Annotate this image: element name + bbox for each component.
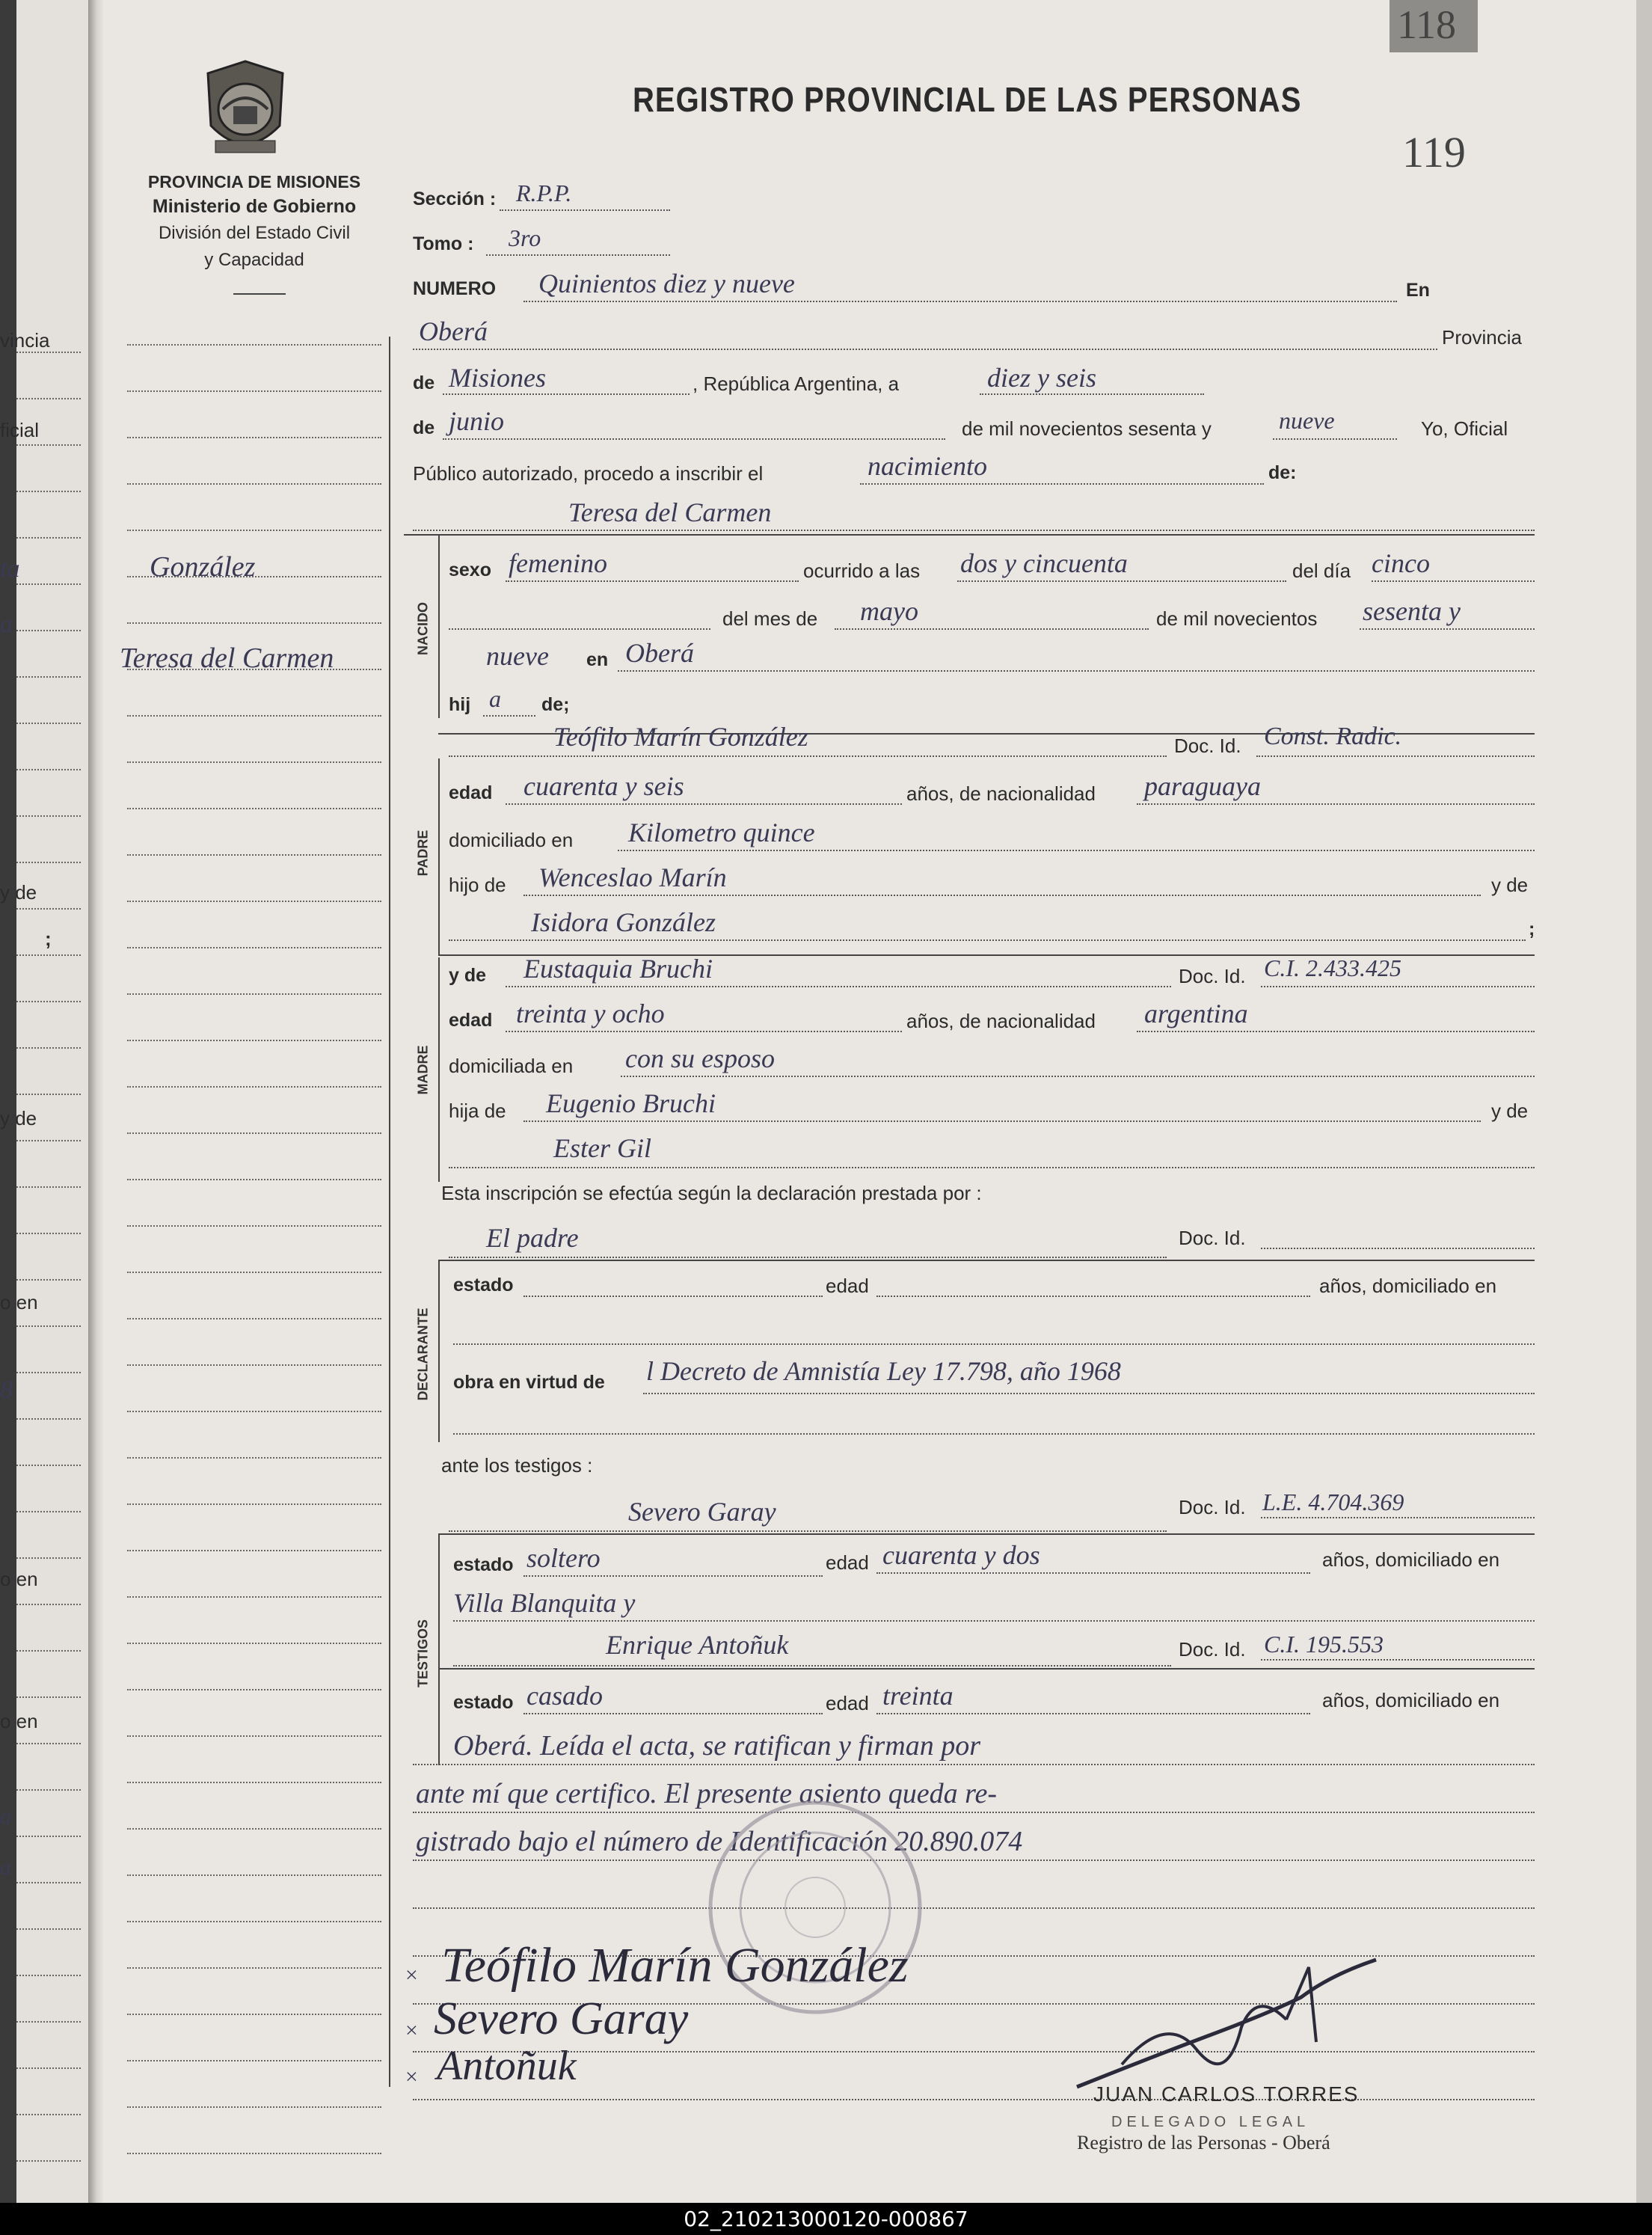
left-page-rule: [16, 954, 81, 956]
testigo1-edad-label: edad: [826, 1551, 869, 1574]
testigo1-doc-value: L.E. 4.704.369: [1262, 1489, 1404, 1515]
declaracion-label: Esta inscripción se efectúa según la declaración prestada por :: [441, 1182, 982, 1204]
oficial-label: Yo, Oficial: [1421, 417, 1508, 440]
anio-label: de mil novecientos sesenta y: [962, 417, 1212, 440]
left-column-rule-line: [127, 622, 381, 624]
lugar-value: Oberá: [419, 316, 488, 346]
image-id-footer: 02_210213000120-000867: [0, 2203, 1652, 2235]
testigo1-estado-label: estado: [453, 1554, 514, 1575]
left-column-rule-line: [127, 1132, 381, 1134]
left-page-rule: [16, 1094, 81, 1095]
testigo2-doc-value: C.I. 195.553: [1264, 1631, 1384, 1658]
closing-text-2: ante mí que certifico. El presente asiento queda re-: [416, 1778, 998, 1809]
dia-value: diez y seis: [987, 363, 1096, 393]
testigo2-doc-line: [1261, 1659, 1535, 1661]
declarante-estado-label: estado: [453, 1275, 514, 1296]
left-fragment: o en: [0, 1710, 38, 1732]
padre-hijo-de-label: hijo de: [449, 874, 506, 896]
left-page-rule: [16, 2067, 81, 2069]
obra-label: obra en virtud de: [453, 1372, 605, 1393]
left-column-rule-line: [127, 1874, 381, 1876]
testigos-section-label: TESTIGOS: [415, 1619, 431, 1688]
left-column-rule-line: [127, 1272, 381, 1273]
padre-y-de-label: y de: [1491, 874, 1529, 896]
provincia-label: Provincia: [1442, 326, 1522, 349]
de-label: de: [413, 372, 435, 393]
left-page-rule: [16, 1557, 81, 1559]
seccion-label: Sección :: [413, 188, 497, 209]
nacido-name: Teresa del Carmen: [568, 497, 772, 527]
left-column-rule-line: [127, 1782, 381, 1783]
left-column-rule-line: [127, 715, 381, 717]
left-column-rule-line: [127, 2153, 381, 2154]
hora-value: dos y cincuenta: [960, 548, 1128, 578]
ruled-line: [413, 1907, 1535, 1909]
testigo1-estado-line: [523, 1575, 823, 1577]
testigo2-estado-label: estado: [453, 1692, 514, 1713]
left-column-rule-line: [127, 808, 381, 809]
padre-name-line: [449, 755, 1167, 757]
hij-suffix: a: [489, 685, 501, 712]
left-column-rule-line: [127, 2060, 381, 2061]
left-column-rule-line: [127, 1921, 381, 1922]
numero-value: Quinientos diez y nueve: [538, 269, 795, 298]
padre-doc-label: Doc. Id.: [1174, 735, 1241, 757]
obra-value: l Decreto de Amnistía Ley 17.798, año 1968: [646, 1356, 1121, 1386]
padre-nacionalidad-value: paraguaya: [1144, 771, 1261, 801]
declarante-doc-label: Doc. Id.: [1179, 1227, 1246, 1249]
left-page-rule: [16, 630, 81, 631]
left-column-rule-line: [127, 1689, 381, 1690]
testigo1-anios-label: años, domiciliado en: [1322, 1548, 1500, 1571]
tomo-value: 3ro: [509, 224, 541, 251]
closing-line-2: [413, 1812, 1535, 1813]
left-page-rule: [16, 1975, 81, 1976]
left-page-rule: [16, 1465, 81, 1466]
left-fragment: ;: [45, 928, 52, 950]
declarante-estado-line: [523, 1296, 823, 1297]
left-page-rule: [16, 537, 81, 539]
mes-nac-value: mayo: [860, 596, 918, 626]
hij-line: [483, 715, 535, 717]
declarante-name-line: [449, 1257, 1167, 1258]
left-fragment: a: [0, 610, 13, 638]
de-semicolon: de;: [541, 694, 570, 715]
madre-name-line: [506, 986, 1171, 987]
left-page-rule: [16, 1928, 81, 1930]
left-page-rule: [16, 1696, 81, 1698]
madre-domicilio-line: [621, 1076, 1535, 1077]
left-page-rule: [16, 815, 81, 817]
org-divider: [233, 293, 286, 295]
official-name: JUAN CARLOS TORRES: [1093, 2082, 1360, 2106]
left-page-rule: [16, 1418, 81, 1420]
left-page-rule: [16, 862, 81, 863]
testigo1-doc-label: Doc. Id.: [1179, 1496, 1246, 1518]
left-column-rule-line: [127, 1411, 381, 1412]
declarante-anios-label: años, domiciliado en: [1319, 1275, 1497, 1297]
left-column-rule-line: [127, 1457, 381, 1459]
dia-line: [980, 393, 1204, 395]
left-page-rule: [16, 444, 81, 446]
padre-edad-value: cuarenta y seis: [523, 771, 684, 801]
del-dia-label: del día: [1292, 559, 1351, 582]
dia-nac-line: [1372, 580, 1535, 582]
madre-edad-value: treinta y ocho: [516, 999, 665, 1028]
acto-value: nacimiento: [868, 451, 987, 481]
left-fragment: 8: [0, 1376, 13, 1404]
org-line-2: Ministerio de Gobierno: [152, 196, 357, 217]
left-page-rule: [16, 676, 81, 678]
left-column-rule-line: [127, 1086, 381, 1088]
padre-name: Teófilo Marín González: [553, 722, 808, 752]
madre-y-de-label-2: y de: [1491, 1100, 1529, 1122]
left-column-rule-line: [127, 947, 381, 948]
org-line-1: PROVINCIA DE MISIONES: [147, 172, 361, 191]
testigo1-edad-line: [876, 1572, 1310, 1574]
left-column-rule-line: [127, 1596, 381, 1598]
testigos-top-rule: [438, 1533, 1535, 1535]
left-fragment: a: [0, 1804, 11, 1829]
signature-2: Severo Garay: [434, 1993, 689, 2044]
ocurrido-label: ocurrido a las: [803, 559, 921, 582]
hora-line: [957, 580, 1286, 582]
left-page-rule: [16, 1372, 81, 1373]
signature-mark: ×: [404, 1963, 420, 1987]
testigos-label: ante los testigos :: [441, 1454, 593, 1477]
madre-de-padre: Isidora González: [531, 907, 716, 937]
left-page-rule: [16, 1604, 81, 1605]
madre-madre-line: [449, 1167, 1535, 1168]
en-nac-label: en: [586, 649, 609, 670]
de-label-2: de: [413, 417, 435, 438]
page-number-top: 118: [1397, 2, 1456, 47]
testigo1-domicilio-line: [453, 1620, 1535, 1622]
de-mil-label: de mil novecientos: [1156, 607, 1318, 630]
padre-edad-label: edad: [449, 782, 493, 803]
testigo2-edad-value: treinta: [882, 1681, 954, 1711]
left-page-rule: [16, 1001, 81, 1002]
madre-de-madre: Ester Gil: [553, 1133, 651, 1163]
official-office: Registro de las Personas - Oberá: [1077, 2132, 1330, 2153]
left-page-rule: [16, 398, 81, 399]
closing-line-1: [413, 1764, 1535, 1765]
padre-anios-label: años, de nacionalidad: [906, 782, 1096, 805]
nacido-name-line: [413, 530, 1535, 531]
seccion-line: [500, 209, 670, 211]
org-line-4: y Capacidad: [204, 250, 304, 270]
signature-mark: ×: [404, 2064, 420, 2089]
left-page-rule: [16, 769, 81, 770]
left-column-rule-line: [127, 390, 381, 392]
declarante-domicilio-line: [453, 1343, 1535, 1345]
testigo2-edad-label: edad: [826, 1692, 869, 1714]
left-column-rule-line: [127, 344, 381, 346]
testigos-side-rule: [438, 1533, 440, 1765]
left-fragment: o en: [0, 1291, 38, 1313]
left-page-rule: [16, 1743, 81, 1744]
left-column-rule-line: [127, 1179, 381, 1180]
left-page-rule: [16, 2160, 81, 2162]
left-fragment: vincia: [0, 329, 50, 352]
de-colon: de:: [1268, 462, 1297, 483]
closing-text-1: Oberá. Leída el acta, se ratifican y firman por: [453, 1730, 981, 1762]
left-page-rule: [16, 1233, 81, 1234]
tomo-line: [486, 254, 670, 256]
testigo1-name-line: [449, 1530, 1167, 1532]
declarante-side-rule: [438, 1260, 440, 1442]
left-page-rule: [16, 583, 81, 585]
left-column-rule-line: [127, 993, 381, 995]
left-column-rule-line: [127, 901, 381, 902]
official-title: DELEGADO LEGAL: [1111, 2114, 1310, 2130]
signature-1: Teófilo Marín González: [441, 1938, 909, 1993]
numero-line: [523, 301, 1397, 302]
closing-line-3: [413, 1860, 1535, 1861]
dia-nac-value: cinco: [1372, 548, 1430, 578]
mes-value: junio: [449, 406, 505, 436]
madre-edad-line: [506, 1031, 902, 1032]
page-right-edge: [1636, 0, 1652, 2203]
page-title: REGISTRO PROVINCIAL DE LAS PERSONAS: [633, 81, 1302, 120]
anio-nac-value: sesenta y: [1363, 596, 1461, 626]
left-fragment: a: [0, 1855, 11, 1880]
left-page-rule: [16, 1047, 81, 1049]
padre-nacionalidad-line: [1137, 803, 1535, 805]
del-mes-label: del mes de: [722, 607, 818, 630]
book-spine: [88, 0, 103, 2214]
declarante-name: El padre: [486, 1223, 579, 1253]
left-page-rule: [16, 1650, 81, 1652]
declarante-top-rule: [438, 1260, 1535, 1261]
org-line-3: División del Estado Civil: [158, 223, 351, 243]
testigo2-rule: [438, 1668, 1535, 1670]
provincia-value: Misiones: [449, 363, 546, 393]
closing-text-3: gistrado bajo el número de Identificación 20.890.074: [416, 1826, 1023, 1857]
nacido-side-rule: [438, 534, 440, 718]
testigo2-estado-line: [523, 1713, 823, 1714]
madre-doc-line: [1261, 986, 1535, 987]
left-column-rule-line: [127, 437, 381, 438]
padre-domicilio-label: domiciliado en: [449, 829, 574, 851]
left-page-rule: [16, 1279, 81, 1281]
left-page-rule: [16, 491, 81, 492]
madre-doc-label: Doc. Id.: [1179, 965, 1246, 987]
testigo1-edad-value: cuarenta y dos: [882, 1540, 1040, 1570]
left-column-rule-line: [127, 2014, 381, 2015]
left-column-rule-line: [127, 483, 381, 485]
page-number: 119: [1402, 128, 1466, 177]
madre-label: MADRE: [415, 1045, 431, 1095]
declarante-edad-line: [876, 1296, 1310, 1297]
lugar-nac-line: [618, 670, 1535, 672]
declarante-label: DECLARANTE: [415, 1307, 431, 1401]
madre-y-de-label: y de: [449, 965, 487, 986]
left-page-rule: [16, 1186, 81, 1188]
mes-line: [443, 438, 945, 440]
testigo2-anios-label: años, domiciliado en: [1322, 1689, 1500, 1711]
padre-edad-line: [506, 803, 902, 805]
madre-domicilio-label: domiciliada en: [449, 1055, 574, 1077]
left-page-rule: [16, 1140, 81, 1141]
margin-surname: González: [150, 551, 256, 583]
lugar-nac-value: Oberá: [625, 638, 694, 668]
left-column-rule-line: [127, 854, 381, 856]
left-page-rule: [16, 1882, 81, 1883]
madre-hija-de-line: [523, 1120, 1481, 1122]
testigo1-estado-value: soltero: [526, 1543, 601, 1573]
lugar-line: [413, 349, 1437, 350]
provincia-line: [443, 393, 690, 395]
left-column-rule: [389, 337, 390, 2087]
sexo-line: [506, 580, 799, 582]
signature-mark: ×: [404, 2018, 420, 2043]
tomo-label: Tomo :: [413, 233, 474, 254]
publico-label: Público autorizado, procedo a inscribir el: [413, 462, 764, 485]
blank-line: [449, 628, 710, 630]
testigo1-name: Severo Garay: [628, 1497, 776, 1527]
left-column-rule-line: [127, 1643, 381, 1644]
anio-nac-line: [1360, 628, 1535, 630]
testigo2-estado-value: casado: [526, 1681, 603, 1711]
left-column-rule-line: [127, 1318, 381, 1319]
madre-doc-value: C.I. 2.433.425: [1264, 954, 1401, 981]
madre-anios-label: años, de nacionalidad: [906, 1010, 1096, 1032]
left-column-rule-line: [127, 1364, 381, 1366]
left-fragment: ficial: [0, 419, 40, 441]
madre-side-rule: [438, 957, 440, 1182]
left-column-rule-line: [127, 1735, 381, 1737]
left-fragment: o en: [0, 1568, 38, 1590]
padre-doc-value: Const. Radic.: [1264, 723, 1402, 750]
anio-line: [1273, 438, 1397, 440]
seccion-value: R.P.P.: [516, 180, 572, 206]
padre-doc-line: [1256, 755, 1535, 757]
sexo-value: femenino: [509, 548, 607, 578]
left-page-rule: [16, 723, 81, 724]
republica-label: , República Argentina, a: [693, 372, 900, 395]
padre-domicilio-value: Kilometro quince: [628, 818, 815, 847]
padre-madre-line: [449, 939, 1526, 941]
madre-hija-de-label: hija de: [449, 1100, 506, 1122]
left-fragment: ta: [0, 555, 20, 583]
madre-nacionalidad-value: argentina: [1144, 999, 1248, 1028]
testigo2-name-line: [453, 1665, 1171, 1667]
left-page-rule: [16, 1325, 81, 1327]
left-page-rule: [16, 1836, 81, 1837]
madre-nacionalidad-line: [1137, 1031, 1535, 1032]
obra-line-2: [453, 1433, 1535, 1435]
left-column-rule-line: [127, 761, 381, 763]
left-column-rule-line: [127, 1503, 381, 1505]
left-page-rule: [16, 1511, 81, 1512]
signature-3: Antoñuk: [437, 2043, 577, 2089]
left-column-rule-line: [127, 2106, 381, 2108]
numero-label: NUMERO: [413, 278, 497, 299]
padre-semicolon: ;: [1529, 919, 1535, 939]
left-page-rule: [16, 1789, 81, 1791]
sexo-label: sexo: [449, 559, 491, 580]
nacido-top-rule: [404, 534, 1535, 536]
madre-name: Eustaquia Bruchi: [523, 954, 713, 984]
madre-domicilio-value: con su esposo: [625, 1043, 775, 1073]
anio-nac-value-2: nueve: [486, 641, 549, 671]
testigo2-doc-label: Doc. Id.: [1179, 1638, 1246, 1661]
testigo1-domicilio: Villa Blanquita y: [453, 1588, 636, 1618]
anio-value: nueve: [1279, 407, 1335, 434]
left-fragment: y de: [0, 1107, 37, 1129]
margin-given-names: Teresa del Carmen: [120, 643, 334, 674]
left-page-rule: [16, 2021, 81, 2023]
left-column-rule-line: [127, 530, 381, 531]
mes-nac-line: [835, 628, 1149, 630]
acto-line: [860, 483, 1264, 485]
padre-de-madre: Eugenio Bruchi: [546, 1088, 716, 1118]
left-column-rule-line: [127, 1550, 381, 1551]
hij-label: hij: [449, 694, 471, 715]
left-page-rule: [16, 908, 81, 910]
padre-label: PADRE: [415, 830, 431, 877]
declarante-edad-label: edad: [826, 1275, 869, 1297]
obra-line: [643, 1393, 1535, 1394]
left-column-rule-line: [127, 1967, 381, 1969]
padre-side-rule: [438, 758, 440, 954]
madre-edad-label: edad: [449, 1010, 493, 1031]
declarante-doc-line: [1261, 1248, 1535, 1249]
padre-hijo-de-line: [523, 895, 1481, 896]
testigo2-name: Enrique Antoñuk: [606, 1630, 789, 1660]
provincial-seal: [200, 57, 290, 162]
left-fragment: y de: [0, 881, 37, 904]
left-column-rule-line: [127, 1225, 381, 1227]
testigo1-doc-line: [1261, 1517, 1535, 1518]
padre-de-padre: Wenceslao Marín: [538, 862, 727, 892]
left-column-rule-line: [127, 1040, 381, 1041]
left-column-rule-line: [127, 1828, 381, 1830]
left-page-rule: [16, 2114, 81, 2115]
testigo2-edad-line: [876, 1713, 1310, 1714]
nacido-label: NACIDO: [415, 602, 431, 655]
padre-domicilio-line: [618, 850, 1535, 851]
en-label: En: [1406, 280, 1430, 301]
